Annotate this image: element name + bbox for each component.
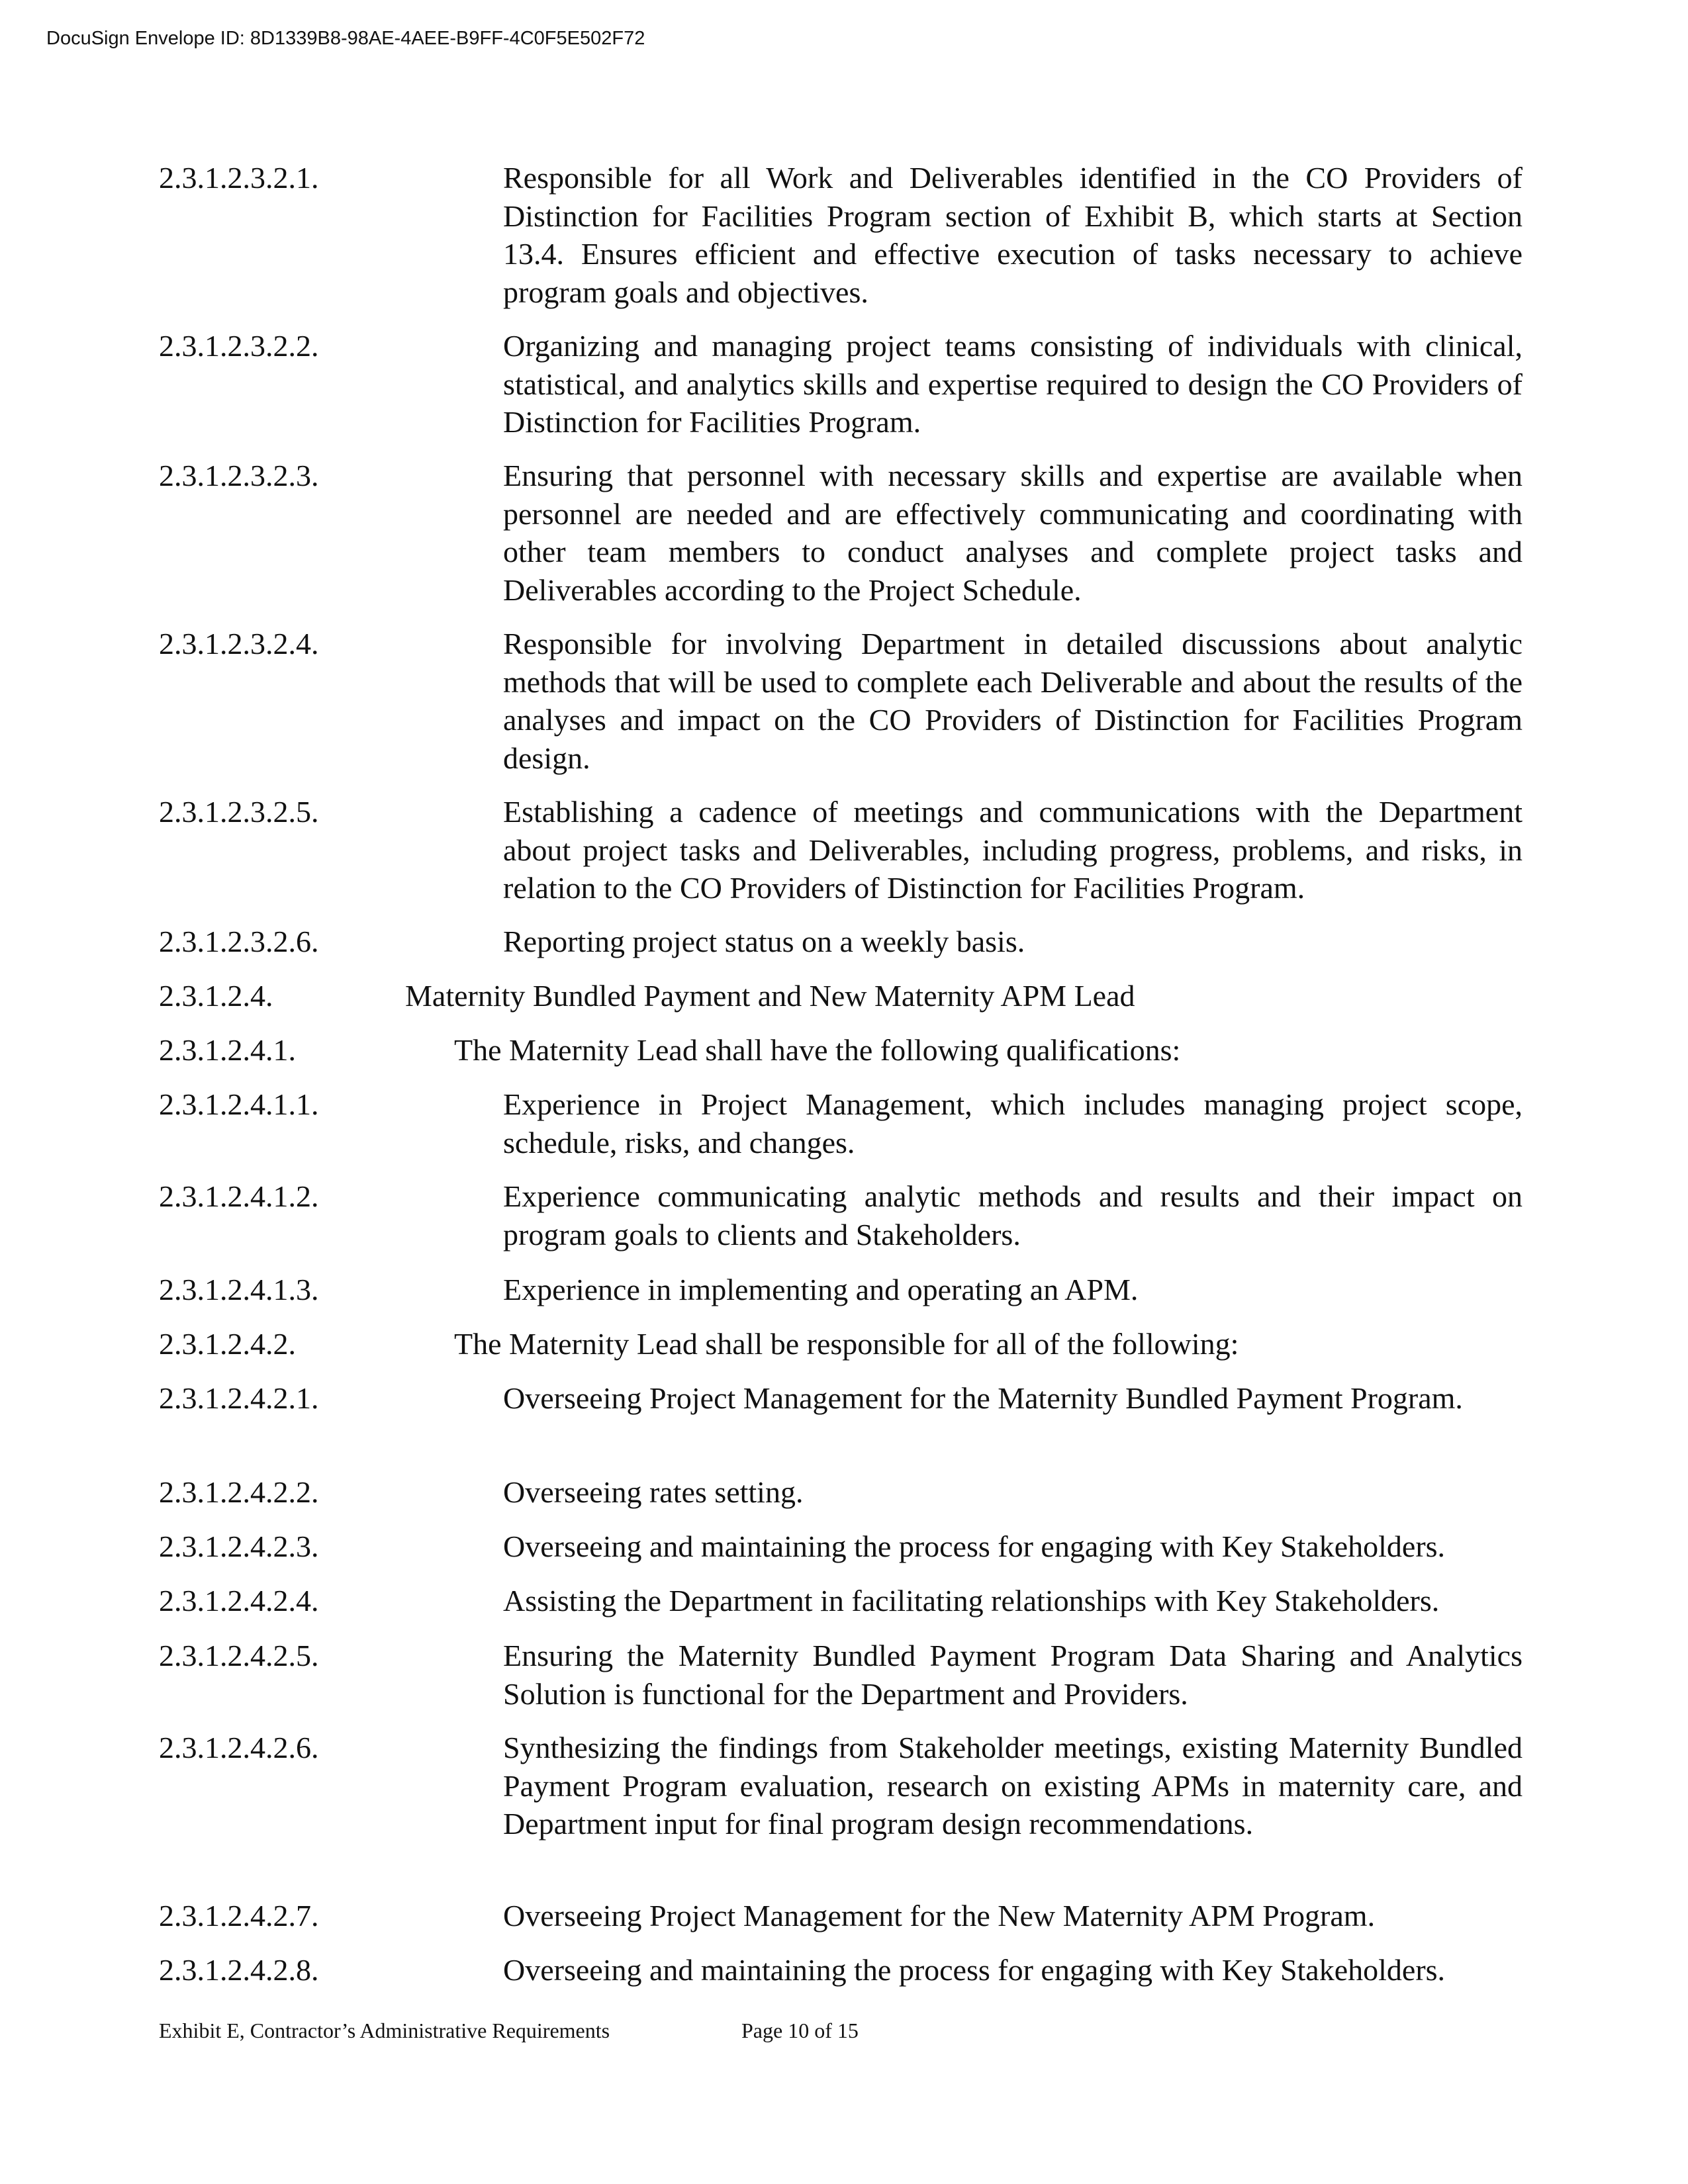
clause-number: 2.3.1.2.4.1.1. (159, 1087, 319, 1121)
clause-number: 2.3.1.2.3.2.2. (159, 329, 319, 363)
clause-number: 2.3.1.2.4.2.8. (159, 1953, 319, 1987)
clause-number: 2.3.1.2.3.2.4. (159, 627, 319, 660)
clause-text: Establishing a cadence of meetings and communications with the Department about project tasks and Deliverables, including progress, problems, and risks, in relation to the CO Providers of Distinction for Facilities Program. (503, 795, 1523, 905)
clause-number: 2.3.1.2.4.2.3. (159, 1529, 319, 1563)
clause-number: 2.3.1.2.4.2.1. (159, 1381, 319, 1415)
clause-number: 2.3.1.2.4.1.3. (159, 1273, 319, 1306)
clause-text: Responsible for all Work and Deliverables identified in the CO Providers of Distinction for Facilities Program section of Exhibit B, which starts at Section 13.4. Ensures efficient and effective execution of tasks necessary to achieve program goals and objectives. (503, 161, 1523, 309)
clause-text: Reporting project status on a weekly basis. (503, 925, 1025, 958)
clause-number: 2.3.1.2.4.1.2. (159, 1179, 319, 1213)
clause-text: Synthesizing the findings from Stakeholder meetings, existing Maternity Bundled Payment Program evaluation, research on existing APMs in maternity care, and Department input for final program design recommendations. (503, 1731, 1523, 1841)
clause-number: 2.3.1.2.4.2.7. (159, 1899, 319, 1933)
clause-text: The Maternity Lead shall have the following qualifications: (454, 1033, 1181, 1067)
footer-exhibit-title: Exhibit E, Contractor’s Administrative Requirements (159, 2019, 610, 2042)
clause-text: Ensuring that personnel with necessary skills and expertise are available when personnel are needed and are effectively communicating and coordinating with other team members to conduct analyses and complete project tasks and Deliverables according to the Project Schedule. (503, 459, 1523, 607)
clause-text: Overseeing Project Management for the New Maternity APM Program. (503, 1899, 1376, 1933)
clause-number: 2.3.1.2.4. (159, 979, 273, 1013)
clause-number: 2.3.1.2.3.2.6. (159, 925, 319, 958)
clause-number: 2.3.1.2.4.2.5. (159, 1639, 319, 1672)
clause-text: Overseeing Project Management for the Maternity Bundled Payment Program. (503, 1381, 1463, 1415)
clause-text: Experience in Project Management, which includes managing project scope, schedule, risks, and changes. (503, 1087, 1523, 1160)
clause-number: 2.3.1.2.4.1. (159, 1033, 296, 1067)
envelope-id: DocuSign Envelope ID: 8D1339B8-98AE-4AEE-B9FF-4C0F5E502F72 (46, 28, 645, 49)
clause-text: Overseeing and maintaining the process for engaging with Key Stakeholders. (503, 1953, 1446, 1987)
clause-text: Ensuring the Maternity Bundled Payment Program Data Sharing and Analytics Solution is functional for the Department and Providers. (503, 1639, 1523, 1711)
clause-number: 2.3.1.2.4.2.2. (159, 1475, 319, 1509)
clause-number: 2.3.1.2.4.2. (159, 1327, 296, 1361)
clause-text: The Maternity Lead shall be responsible for all of the following: (454, 1327, 1239, 1361)
footer-page-number: Page 10 of 15 (741, 2019, 859, 2042)
clause-number: 2.3.1.2.3.2.1. (159, 161, 319, 195)
clause-text: Organizing and managing project teams consisting of individuals with clinical, statistical, and analytics skills and expertise required to design the CO Providers of Distinction for Facilities Program. (503, 329, 1523, 439)
clause-text: Experience communicating analytic methods and results and their impact on program goals to clients and Stakeholders. (503, 1179, 1523, 1251)
section-heading: Maternity Bundled Payment and New Maternity APM Lead (405, 979, 1135, 1013)
clause-text: Overseeing and maintaining the process for engaging with Key Stakeholders. (503, 1529, 1446, 1563)
clause-text: Experience in implementing and operating an APM. (503, 1273, 1139, 1306)
clause-text: Responsible for involving Department in detailed discussions about analytic methods that will be used to complete each Deliverable and about the results of the analyses and impact on the CO Providers of Distinction for Facilities Program design. (503, 627, 1523, 775)
clause-number: 2.3.1.2.3.2.3. (159, 459, 319, 492)
clause-number: 2.3.1.2.4.2.4. (159, 1584, 319, 1617)
clause-text: Assisting the Department in facilitating relationships with Key Stakeholders. (503, 1584, 1440, 1617)
clause-number: 2.3.1.2.3.2.5. (159, 795, 319, 829)
clause-number: 2.3.1.2.4.2.6. (159, 1731, 319, 1764)
clause-text: Overseeing rates setting. (503, 1475, 804, 1509)
